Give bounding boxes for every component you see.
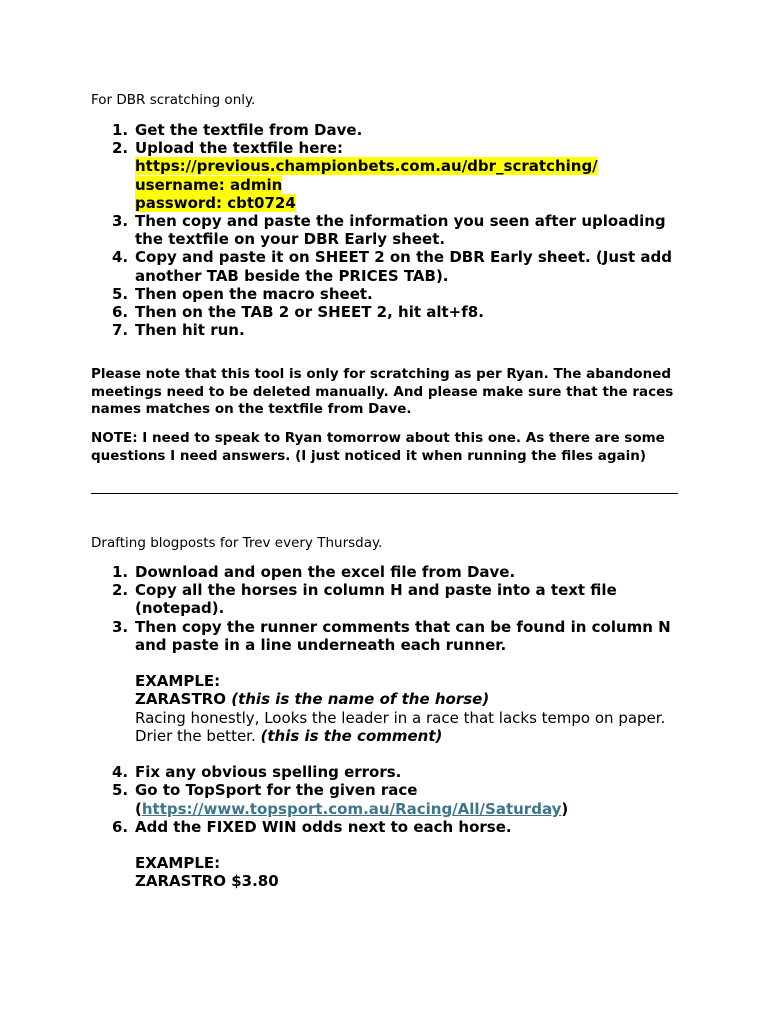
list-item [112, 212, 695, 249]
speak-to-ryan-note: NOTE: I need to speak to Ryan tomorrow about this one. As there are some questions I need answers. (I just noticed it when running the files again) [91, 430, 665, 464]
step-text: Then on the TAB 2 or SHEET 2, hit alt+f8. [135, 303, 484, 322]
horizontal-divider [91, 493, 678, 494]
step-number: 5. [112, 284, 129, 303]
scratching-note: Please note that this tool is only for scratching as per Ryan. The abandoned meetings need to be deleted manually. And please make sure that the races names matches on the textfile from Dave. [91, 366, 674, 418]
step-text: Then copy and paste the information you seen after uploading the textfile on your DBR Early sheet. [135, 212, 666, 249]
step-text: Then copy the runner comments that can be found in column N and paste in a line underneath each runner. [135, 617, 671, 654]
step-text: Upload the textfile here: [135, 139, 343, 158]
step-number: 3. [112, 212, 129, 231]
list-item [112, 581, 695, 618]
step-number: 4. [112, 763, 129, 782]
example-label: EXAMPLE: [135, 672, 221, 691]
step-number: 2. [112, 581, 129, 600]
list-item [112, 763, 695, 782]
step-text: Go to TopSport for the given race [135, 781, 418, 800]
section2-steps [112, 563, 695, 891]
section1-heading: For DBR scratching only. [91, 92, 256, 108]
password-text: password: cbt0724 [135, 193, 296, 212]
example-comment-note: (this is the comment) [260, 726, 443, 745]
step-number: 6. [112, 817, 129, 836]
step-number: 7. [112, 321, 129, 340]
list-item [112, 617, 695, 764]
list-item [112, 139, 695, 212]
step-text: Download and open the excel file from Dave. [135, 563, 516, 581]
example-comment-text: Racing honestly, Looks the leader in a race that lacks tempo on paper. Drier the better. [135, 708, 666, 745]
spacer [135, 745, 695, 763]
example-horse-note: (this is the name of the horse) [231, 690, 490, 709]
step-number: 5. [112, 781, 129, 800]
step-text: Get the textfile from Dave. [135, 121, 363, 139]
example-horse-name: ZARASTRO [135, 690, 226, 709]
step-text: Add the FIXED WIN odds next to each horse. [135, 817, 512, 836]
upload-url[interactable]: https://previous.championbets.com.au/dbr_scratching/ [135, 157, 598, 176]
step-number: 6. [112, 303, 129, 322]
example-odds-line: ZARASTRO $3.80 [135, 872, 279, 891]
example-comment [135, 709, 695, 745]
section2-heading: Drafting blogposts for Trev every Thursday. [91, 535, 383, 551]
step-text: Fix any obvious spelling errors. [135, 763, 402, 782]
list-item [112, 817, 695, 891]
paren-close: ) [561, 799, 569, 818]
spacer [135, 836, 695, 854]
example-label: EXAMPLE: [135, 854, 221, 873]
step-text: Copy all the horses in column H and paste into a text file (notepad). [135, 581, 617, 618]
paren-open: ( [135, 799, 142, 818]
topsport-link[interactable]: https://www.topsport.com.au/Racing/All/Saturday [141, 799, 562, 818]
step-number: 3. [112, 617, 129, 636]
step-number: 2. [112, 139, 129, 158]
step-number: 1. [112, 563, 129, 581]
step-text: Then open the macro sheet. [135, 284, 373, 303]
step-number: 1. [112, 121, 129, 139]
list-item [112, 121, 695, 139]
step-number: 4. [112, 248, 129, 267]
list-item [112, 303, 695, 322]
section1-steps [112, 121, 695, 340]
step-text: Then hit run. [135, 321, 245, 340]
username-text: username: admin [135, 175, 283, 194]
step-text: Copy and paste it on SHEET 2 on the DBR Early sheet. (Just add another TAB beside the PRICES TAB). [135, 248, 672, 285]
list-item [112, 563, 695, 581]
list-item [112, 781, 695, 818]
list-item [112, 284, 695, 303]
example-horse [135, 690, 695, 708]
list-item [112, 321, 695, 340]
list-item [112, 248, 695, 285]
spacer [135, 654, 695, 672]
